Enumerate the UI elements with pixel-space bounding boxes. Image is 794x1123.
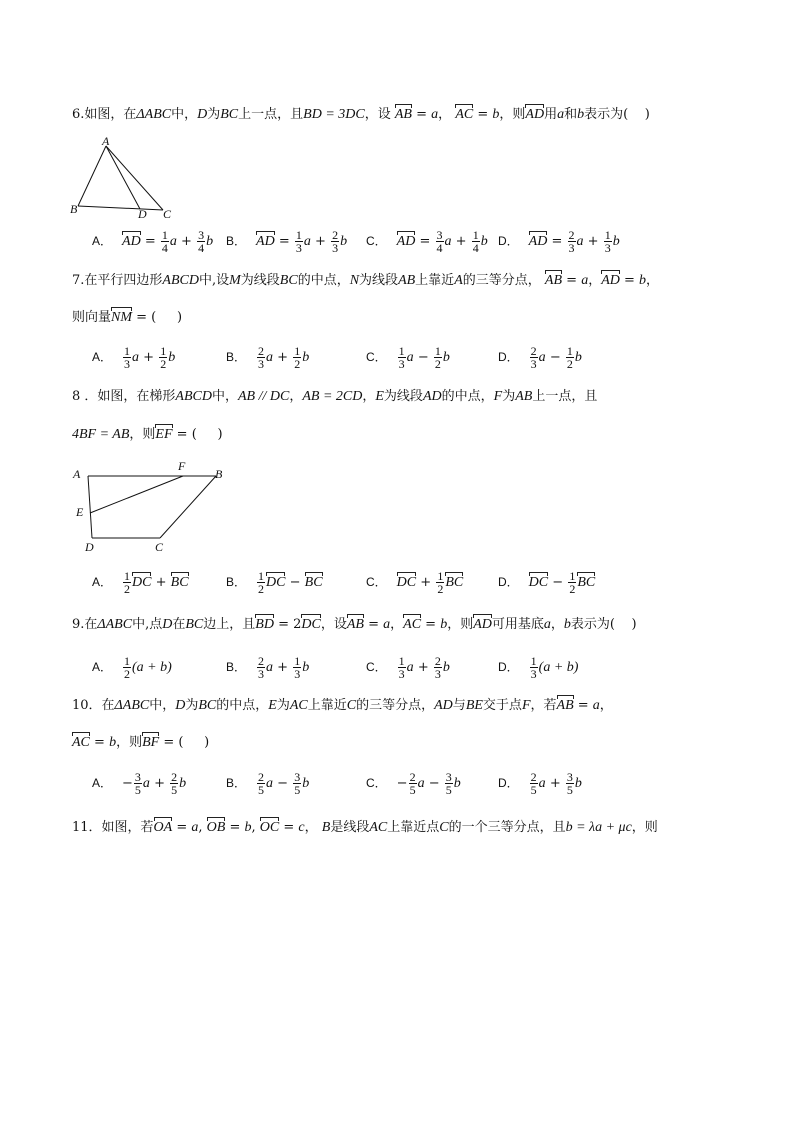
q9-option-d[interactable]: D． $\frac{1}{3}$ (a + b): [498, 654, 579, 681]
q8-trapezoid-figure: [68, 458, 238, 558]
q7-stem-line2: 则向量NM = ( ): [72, 310, 183, 325]
q7-option-b[interactable]: B． $\frac{2}{3}$ a + $\frac{1}{2}$ b: [226, 344, 310, 371]
q7-option-a[interactable]: A． $\frac{1}{3}$ a + $\frac{1}{2}$ b: [92, 344, 176, 371]
q7-option-d[interactable]: D． $\frac{2}{3}$ a − $\frac{1}{2}$ b: [498, 344, 582, 371]
q6-label-D: D: [138, 207, 147, 220]
q6-stem: 6.如图，在ΔABC中，D为BC上一点，且BD = 3DC，设 AB = a， AC = b，则AD用a和b表示为( ): [72, 107, 650, 122]
q6-label-B: B: [70, 202, 78, 216]
q7-stem-line1: 7.在平行四边形ABCD中,设M为线段BC的中点，N为线段AB上靠近A的三等分点， AB = a，AD = b，: [72, 273, 660, 288]
q8-label-A: A: [73, 467, 81, 481]
q10-option-c[interactable]: C． − $\frac{2}{5}$ a − $\frac{3}{5}$ b: [366, 770, 461, 797]
q6-option-c[interactable]: C． AD = $\frac{3}{4}$ a + $\frac{1}{4}$ b: [366, 228, 488, 255]
q8-label-E: E: [76, 505, 84, 519]
q10-stem-line1: 10．在ΔABC中，D为BC的中点，E为AC上靠近C的三等分点，AD与BE交于点F，若AB = a，: [72, 698, 613, 713]
q8-option-b[interactable]: B． $\frac{1}{2}$ DC − BC: [226, 569, 323, 596]
q8-option-d[interactable]: D． DC − $\frac{1}{2}$ BC: [498, 569, 596, 596]
q8-option-a[interactable]: A． $\frac{1}{2}$ DC + BC: [92, 569, 189, 596]
q8-stem-line2: 4BF = AB，则EF = ( ): [72, 427, 223, 442]
q8-label-D: D: [85, 540, 94, 554]
q10-stem-line2: AC = b，则BF = ( ): [72, 735, 210, 750]
q9-option-a[interactable]: A． $\frac{1}{2}$ (a + b): [92, 654, 172, 681]
q9-option-c[interactable]: C． $\frac{1}{3}$ a + $\frac{2}{3}$ b: [366, 654, 450, 681]
q6-option-d[interactable]: D． AD = $\frac{2}{3}$ a + $\frac{1}{3}$ b: [498, 228, 620, 255]
q6-option-a[interactable]: A． AD = $\frac{1}{4}$ a + $\frac{3}{4}$ b: [92, 228, 214, 255]
q6-label-A: A: [102, 136, 110, 148]
q6-triangle-figure: [68, 136, 178, 220]
q6-option-b[interactable]: B． AD = $\frac{1}{3}$ a + $\frac{2}{3}$ b: [226, 228, 348, 255]
q10-option-a[interactable]: A． − $\frac{3}{5}$ a + $\frac{2}{5}$ b: [92, 770, 187, 797]
q10-option-d[interactable]: D． $\frac{2}{5}$ a + $\frac{3}{5}$ b: [498, 770, 582, 797]
q10-option-b[interactable]: B． $\frac{2}{5}$ a − $\frac{3}{5}$ b: [226, 770, 310, 797]
q8-label-C: C: [155, 540, 164, 554]
q6-label-C: C: [163, 207, 172, 220]
q8-label-F: F: [178, 459, 186, 473]
q11-stem: 11．如图，若OA = a, OB = b, OC = c， B是线段AC上靠近点C的一个三等分点，且b = λa + μc，则: [72, 820, 658, 835]
q8-option-c[interactable]: C． DC + $\frac{1}{2}$ BC: [366, 569, 464, 596]
q9-stem: 9.在ΔABC中,点D在BC边上，且BD = 2DC，设AB = a，AC = b，则AD可用基底a，b表示为( ): [72, 617, 637, 632]
q9-option-b[interactable]: B． $\frac{2}{3}$ a + $\frac{1}{3}$ b: [226, 654, 310, 681]
q8-label-B: B: [215, 467, 223, 481]
q8-stem-line1: 8 ．如图，在梯形ABCD中，AB // DC，AB = 2CD，E为线段AD的中点，F为AB上一点，且: [72, 389, 598, 404]
q7-option-c[interactable]: C． $\frac{1}{3}$ a − $\frac{1}{2}$ b: [366, 344, 450, 371]
